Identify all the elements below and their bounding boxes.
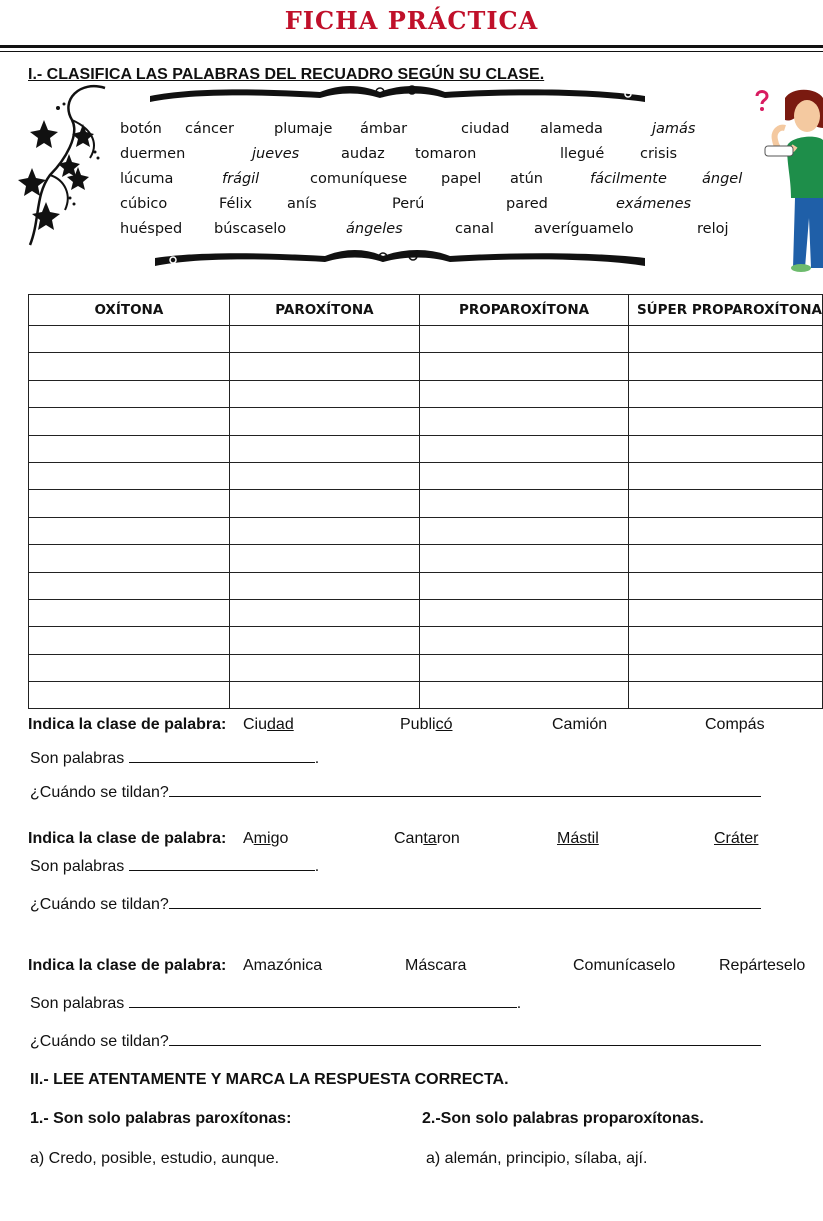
word-item: cúbico [120,196,168,212]
answer-cell[interactable] [628,408,822,435]
table-row [29,490,823,517]
exercise2-cuando [30,896,761,914]
word-item: atún [510,171,543,187]
word-part: Publi [400,716,436,733]
answer-cell[interactable] [29,545,230,572]
answer-cell[interactable] [420,545,629,572]
answer-cell[interactable] [29,353,230,380]
answer-cell[interactable] [229,599,419,626]
word-item: crisis [640,146,678,162]
title-rule-thick [0,45,823,48]
son-palabras-label: Son palabras [30,995,125,1012]
answer-cell[interactable] [420,380,629,407]
title-rule-thin [0,51,823,52]
answer-blank[interactable] [169,896,761,909]
answer-cell[interactable] [229,627,419,654]
word-item: pared [506,196,548,212]
word-item: ángel [702,171,743,187]
exercise3-word: Repárteselo [719,957,806,974]
word-item: plumaje [274,121,333,137]
word-item: ciudad [461,121,510,137]
answer-cell[interactable] [29,517,230,544]
answer-cell[interactable] [420,572,629,599]
answer-cell[interactable] [420,435,629,462]
answer-cell[interactable] [628,654,822,681]
answer-cell[interactable] [628,435,822,462]
exercise2-word [243,830,288,848]
table-row [29,599,823,626]
answer-cell[interactable] [29,435,230,462]
section2-heading: II.- LEE ATENTAMENTE Y MARCA LA RESPUESTA CORRECTA. [30,1071,509,1088]
answer-blank[interactable] [129,750,315,763]
exercise1-cuando [30,784,761,802]
header-super-proparoxitona: SÚPER PROPAROXÍTONA [628,295,822,326]
word-item: jueves [252,146,300,162]
word-item: lúcuma [120,171,174,187]
table-row [29,545,823,572]
exercise1-word [243,716,294,734]
scroll-banner-bottom-icon [155,248,645,270]
answer-cell[interactable] [29,380,230,407]
answer-cell[interactable] [628,462,822,489]
question2-option-a[interactable]: a) alemán, principio, sílaba, ají. [426,1150,648,1167]
exercise2-son-palabras: Son palabras . [30,858,320,875]
answer-cell[interactable] [628,545,822,572]
cuando-label: ¿Cuándo se tildan? [30,896,169,913]
exercise1-word: Camión [552,716,608,733]
answer-cell[interactable] [29,326,230,353]
answer-cell[interactable] [229,326,419,353]
answer-cell[interactable] [229,545,419,572]
word-part: Ciu [243,716,268,733]
word-item: cáncer [185,121,234,137]
answer-cell[interactable] [420,599,629,626]
answer-cell[interactable] [420,462,629,489]
answer-cell[interactable] [229,517,419,544]
son-palabras-label: Son palabras [30,858,125,875]
word-item: canal [455,221,494,237]
answer-cell[interactable] [420,490,629,517]
word-part: ron [436,830,460,847]
answer-cell[interactable] [420,353,629,380]
exercise2-word [714,830,758,848]
word-item: tomaron [415,146,477,162]
word-part: go [270,830,289,847]
table-row [29,627,823,654]
answer-cell[interactable] [628,572,822,599]
exercise3-cuando [30,1033,761,1051]
answer-cell[interactable] [229,408,419,435]
exercise3-word: Amazónica [243,957,323,974]
answer-cell[interactable] [29,654,230,681]
exercise2-label: Indica la clase de palabra: [28,830,227,847]
word-item: comuníquese [310,171,408,187]
stressed-syllable: Crá [714,830,740,847]
son-palabras-label: Son palabras [30,750,125,767]
word-item: búscaselo [214,221,287,237]
thinking-girl-illustration [755,88,823,274]
answer-cell[interactable] [29,490,230,517]
table-row [29,462,823,489]
word-part: A [243,830,254,847]
word-item: ángeles [346,221,403,237]
answer-cell[interactable] [29,572,230,599]
answer-blank[interactable] [169,1033,761,1046]
exercise3-word: Máscara [405,957,467,974]
answer-cell[interactable] [628,682,822,709]
answer-cell[interactable] [628,517,822,544]
cuando-label: ¿Cuándo se tildan? [30,784,169,801]
question2-text: 2.-Son solo palabras proparoxítonas. [422,1110,704,1127]
exercise2-word [557,830,599,848]
answer-blank[interactable] [169,784,761,797]
stressed-syllable: mi [253,830,271,847]
answer-cell[interactable] [29,682,230,709]
header-oxitona: OXÍTONA [29,295,230,326]
exercise2-word [394,830,460,848]
answer-cell[interactable] [420,682,629,709]
answer-cell[interactable] [628,353,822,380]
word-item: Perú [392,196,425,212]
exercise3-label: Indica la clase de palabra: [28,957,227,974]
floral-ornament-icon [10,80,120,250]
answer-cell[interactable] [229,435,419,462]
table-row [29,435,823,462]
table-row [29,380,823,407]
word-item: ámbar [360,121,408,137]
question1-text: 1.- Son solo palabras paroxítonas: [30,1110,292,1127]
answer-blank[interactable] [129,995,517,1008]
answer-cell[interactable] [229,380,419,407]
answer-cell[interactable] [29,408,230,435]
stressed-syllable: Más [557,830,588,847]
exercise3-word: Comunícaselo [573,957,676,974]
word-part: ter [739,830,759,847]
answer-cell[interactable] [628,490,822,517]
answer-cell[interactable] [628,326,822,353]
answer-cell[interactable] [29,627,230,654]
table-row [29,517,823,544]
word-item: frágil [222,171,260,187]
word-item: averíguamelo [534,221,634,237]
exercise3-son-palabras: Son palabras . [30,995,522,1012]
exercise1-word: Compás [705,716,765,733]
header-proparoxitona: PROPAROXÍTONA [420,295,629,326]
answer-cell[interactable] [628,380,822,407]
page-title: FICHA PRÁCTICA [284,6,539,35]
word-item: Félix [219,196,253,212]
table-header-row [29,295,823,326]
answer-cell[interactable] [229,353,419,380]
answer-cell[interactable] [420,408,629,435]
word-item: exámenes [616,196,692,212]
table-row [29,408,823,435]
answer-cell[interactable] [229,654,419,681]
table-row [29,326,823,353]
table-row [29,654,823,681]
word-item: alameda [540,121,603,137]
answer-cell[interactable] [420,517,629,544]
answer-blank[interactable] [129,858,315,871]
answer-cell[interactable] [420,326,629,353]
answer-cell[interactable] [229,462,419,489]
answer-cell[interactable] [229,490,419,517]
cuando-label: ¿Cuándo se tildan? [30,1033,169,1050]
stressed-syllable: ta [423,830,437,847]
table-row [29,572,823,599]
word-item: reloj [697,221,729,237]
exercise1-label: Indica la clase de palabra: [28,716,227,733]
word-item: anís [287,196,317,212]
exercise1-son-palabras: Son palabras . [30,750,320,767]
answer-cell[interactable] [29,462,230,489]
answer-cell[interactable] [229,572,419,599]
scroll-banner-top-icon [150,82,645,104]
answer-cell[interactable] [420,654,629,681]
table-row [29,353,823,380]
header-paroxitona: PAROXÍTONA [229,295,419,326]
answer-cell[interactable] [628,627,822,654]
stressed-syllable: dad [267,716,294,733]
word-item: jamás [652,121,696,137]
answer-cell[interactable] [628,599,822,626]
stressed-syllable: có [435,716,453,733]
word-item: papel [441,171,482,187]
answer-cell[interactable] [229,682,419,709]
answer-cell[interactable] [420,627,629,654]
table-row [29,682,823,709]
word-item: audaz [341,146,385,162]
classification-table [28,294,823,709]
word-item: llegué [560,146,605,162]
exercise1-word [400,716,452,734]
section1-heading: I.- CLASIFICA LAS PALABRAS DEL RECUADRO SEGÚN SU CLASE. [28,66,545,83]
word-part: til [587,830,599,847]
word-item: fácilmente [590,171,667,187]
question1-option-a[interactable]: a) Credo, posible, estudio, aunque. [30,1150,280,1167]
word-item: duermen [120,146,186,162]
answer-cell[interactable] [29,599,230,626]
word-part: Can [394,830,424,847]
word-item: botón [120,121,162,137]
word-item: huésped [120,221,183,237]
